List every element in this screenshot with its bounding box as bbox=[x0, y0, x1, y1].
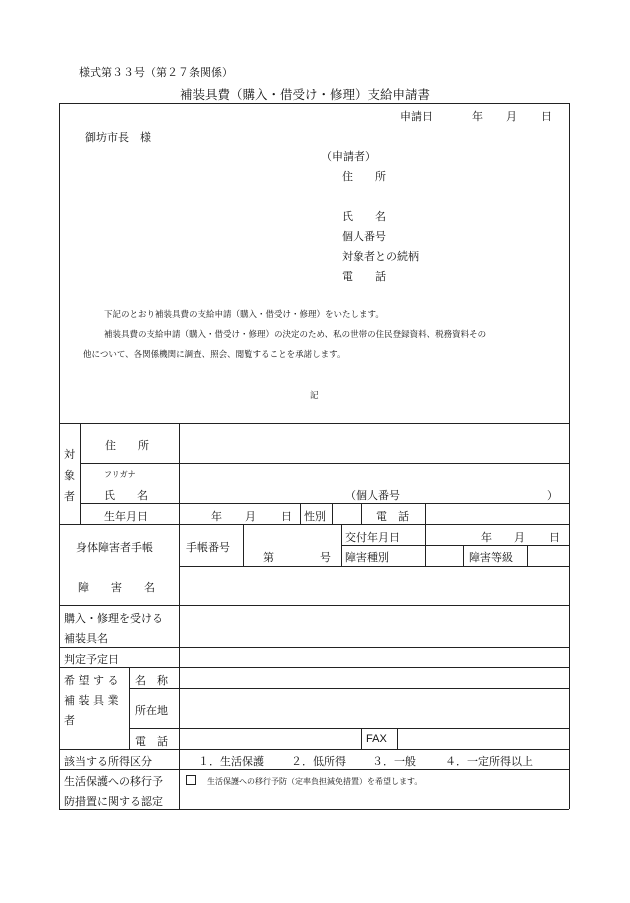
applicant-phone-label: 電 話 bbox=[342, 270, 386, 283]
welfare-label-1: 生活保護への移行予 bbox=[64, 775, 163, 788]
subject-phone-label: 電 話 bbox=[376, 510, 409, 523]
applicant-relation-label: 対象者との続柄 bbox=[342, 250, 419, 263]
statement-line-1: 下記のとおり補装具費の支給申請（購入・借受け・修理）をいたします。 bbox=[104, 310, 384, 320]
date-label: 申請日 bbox=[400, 110, 433, 123]
income-option-2[interactable]: ２．低所得 bbox=[291, 755, 346, 768]
birth-label: 生年月日 bbox=[104, 510, 148, 523]
subject-char-2: 象 bbox=[64, 469, 75, 482]
issue-date-label: 交付年月日 bbox=[345, 531, 400, 544]
issue-month-label: 月 bbox=[514, 531, 525, 544]
addressee: 御坊市長 様 bbox=[85, 131, 151, 144]
income-option-3[interactable]: ３．一般 bbox=[372, 755, 416, 768]
date-month-label: 月 bbox=[506, 110, 517, 123]
date-day-label: 日 bbox=[541, 110, 552, 123]
disability-type-label: 障害種別 bbox=[345, 551, 389, 564]
device-label-2: 補装具名 bbox=[64, 632, 108, 645]
handbook-number-label: 手帳番号 bbox=[186, 541, 230, 554]
subject-char-1: 対 bbox=[64, 448, 75, 461]
welfare-checkbox-label: 生活保護への移行予防（定率負担減免措置）を希望します。 bbox=[207, 777, 423, 786]
judgment-date-label: 判定予定日 bbox=[64, 653, 119, 666]
fax-label: FAX bbox=[366, 733, 387, 745]
subject-char-3: 者 bbox=[64, 490, 75, 503]
birth-year-label: 年 bbox=[211, 510, 222, 523]
sex-label: 性別 bbox=[304, 510, 326, 523]
subject-address-label: 住 所 bbox=[105, 439, 149, 452]
vendor-location-label: 所在地 bbox=[135, 704, 168, 717]
applicant-id-label: 個人番号 bbox=[342, 230, 386, 243]
issue-year-label: 年 bbox=[481, 531, 492, 544]
date-year-label: 年 bbox=[472, 110, 483, 123]
handbook-label: 身体障害者手帳 bbox=[76, 541, 153, 554]
vendor-name-label: 名 称 bbox=[135, 674, 168, 687]
handbook-go: 号 bbox=[320, 551, 331, 564]
disability-grade-label: 障害等級 bbox=[469, 551, 513, 564]
vendor-label-3: 者 bbox=[64, 714, 75, 727]
device-label-1: 購入・修理を受ける bbox=[64, 612, 163, 625]
ki-mark: 記 bbox=[310, 391, 319, 401]
vendor-label-1: 希 望 す る bbox=[64, 674, 119, 687]
subject-name-label: 氏 名 bbox=[104, 489, 148, 502]
vendor-label-2: 補 装 具 業 bbox=[64, 694, 119, 707]
issue-day-label: 日 bbox=[549, 531, 560, 544]
statement-line-2: 補装具費の支給申請（購入・借受け・修理）の決定のため、私の世帯の住民登録資料、税務資料その bbox=[104, 330, 487, 340]
applicant-heading: （申請者） bbox=[321, 150, 376, 163]
welfare-label-2: 防措置に関する認定 bbox=[64, 795, 163, 808]
furigana-label: フリガナ bbox=[104, 470, 136, 479]
applicant-name-label: 氏 名 bbox=[342, 210, 386, 223]
income-option-1[interactable]: １．生活保護 bbox=[198, 755, 264, 768]
applicant-address-label: 住 所 bbox=[342, 170, 386, 183]
subject-id-close: ） bbox=[547, 489, 558, 502]
income-label: 該当する所得区分 bbox=[64, 755, 152, 768]
birth-day-label: 日 bbox=[281, 510, 292, 523]
disability-name-label: 障 害 名 bbox=[78, 581, 155, 594]
vendor-phone-label: 電 話 bbox=[135, 735, 168, 748]
subject-id-open: （個人番号 bbox=[345, 489, 400, 502]
handbook-dai: 第 bbox=[263, 551, 274, 564]
birth-month-label: 月 bbox=[245, 510, 256, 523]
income-option-4[interactable]: ４．一定所得以上 bbox=[445, 755, 533, 768]
form-number: 様式第３３号（第２７条関係） bbox=[79, 66, 233, 79]
statement-line-3: 他について、各関係機関に調査、照会、閲覧することを承諾します。 bbox=[83, 350, 346, 360]
welfare-checkbox[interactable] bbox=[186, 775, 196, 785]
form-title: 補装具費（購入・借受け・修理）支給申請書 bbox=[180, 87, 431, 102]
